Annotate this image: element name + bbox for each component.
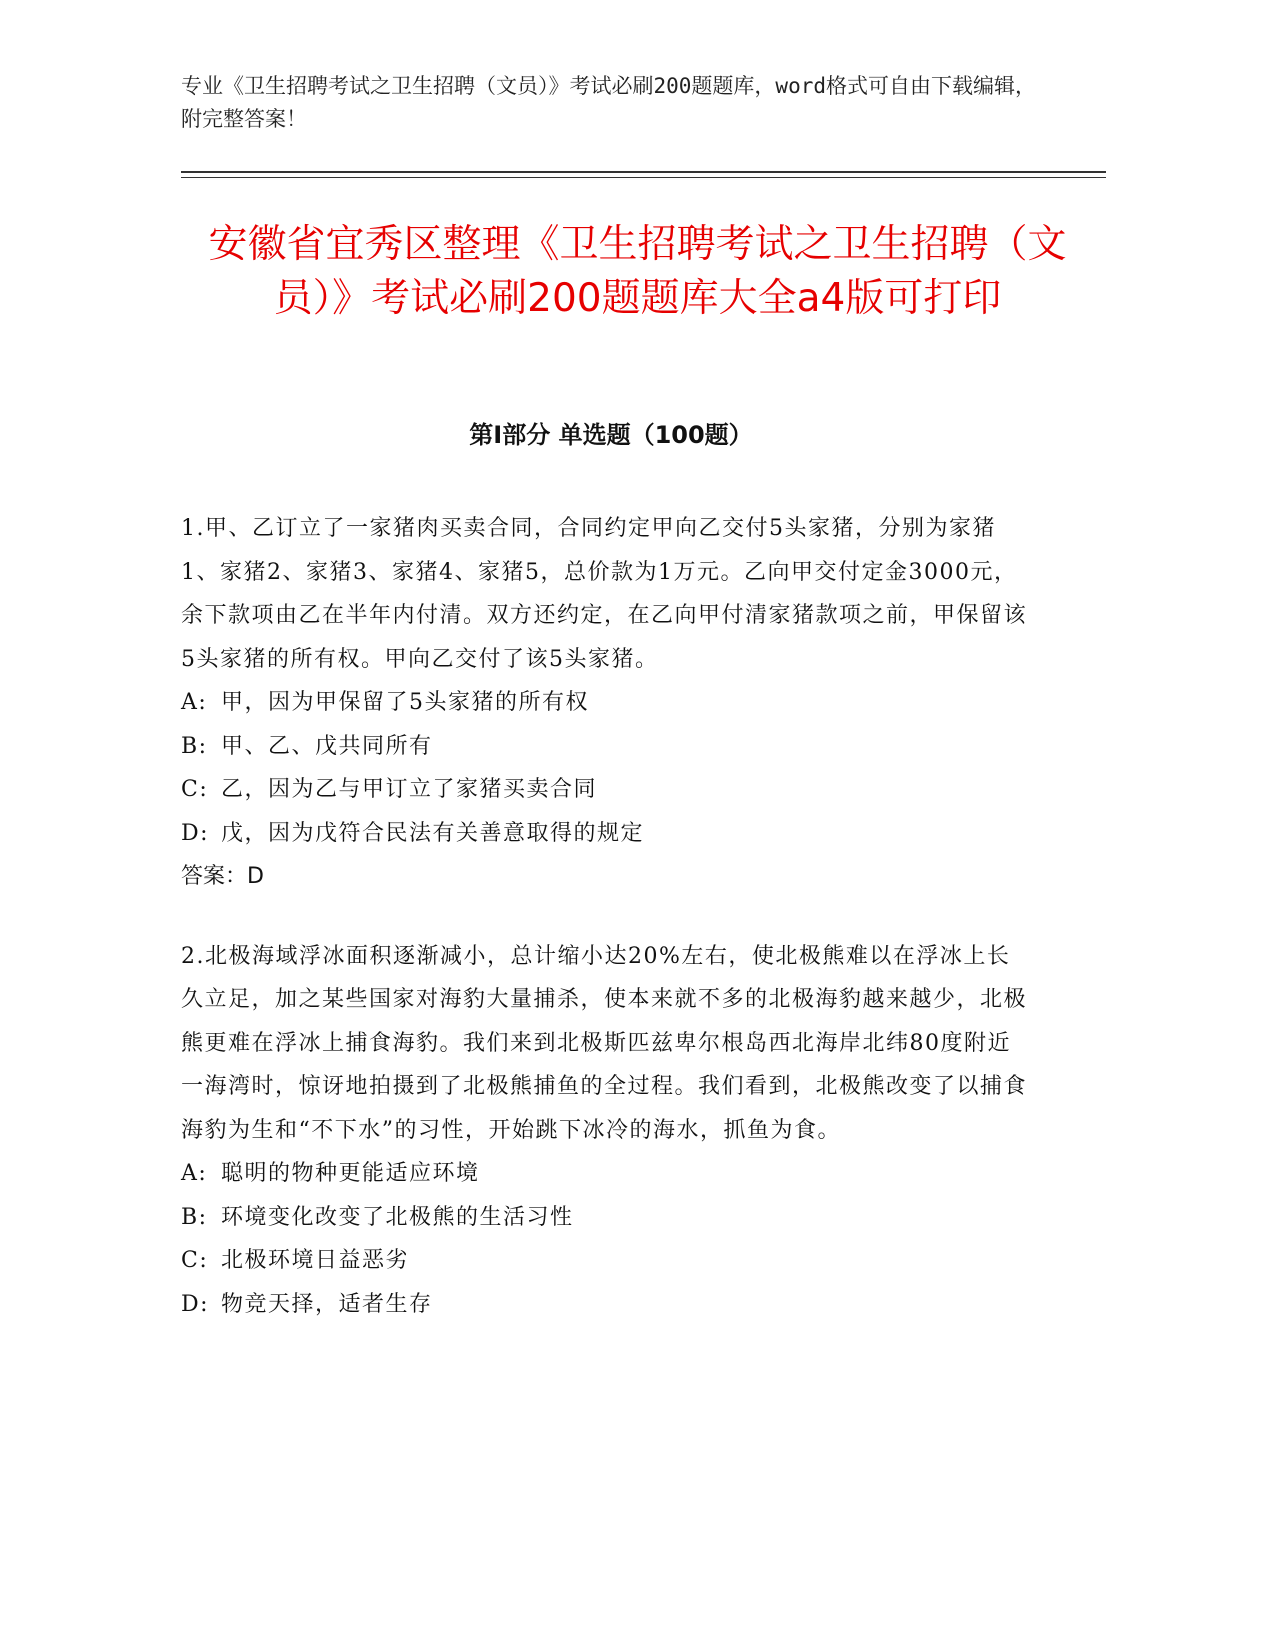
option-text: 聪明的物种更能适应环境	[221, 1161, 480, 1186]
option-text: 甲，因为甲保留了5头家猪的所有权	[221, 690, 589, 715]
question-answer: 答案：D	[181, 864, 264, 889]
option-letter: C:	[181, 1248, 209, 1273]
option-text: 北极环境日益恶劣	[221, 1248, 410, 1273]
section-heading: 第Ⅰ部分 单选题（100题）	[469, 421, 753, 449]
question-stem: 1.甲、乙订立了一家猪肉买卖合同，合同约定甲向乙交付5头家猪，分别为家猪1、家猪2、家猪3、家猪4、家猪5，总价款为1万元。乙向甲交付定金3000元，余下款项由乙在半年内付清。双方还约定，在乙向甲付清家猪款项之前，甲保留该5头家猪的所有权。甲向乙交付了该5头家猪。	[181, 516, 1028, 672]
option-letter: D:	[181, 1291, 210, 1317]
option-text: 甲、乙、戊共同所有	[221, 733, 433, 759]
question-stem: 2.北极海域浮冰面积逐渐减小，总计缩小达20%左右，使北极熊难以在浮冰上长久立足，加之某些国家对海豹大量捕杀，使本来就不多的北极海豹越来越少，北极熊更难在浮冰上捕食海豹。我们来到北极斯匹兹卑尔根岛西北海岸北纬80度附近一海湾时，惊讶地拍摄到了北极熊捕鱼的全过程。我们看到，北极熊改变了以捕食海豹为生和“不下水”的习性，开始跳下冰冷的海水，抓鱼为食。	[181, 943, 1028, 1143]
header-divider-thick	[181, 171, 1106, 173]
option-letter: B:	[181, 733, 208, 759]
option-text: 戊，因为戊符合民法有关善意取得的规定	[221, 820, 645, 846]
header-note: 专业《卫生招聘考试之卫生招聘（文员）》考试必刷200题题库，word格式可自由下载编辑，附完整答案！	[181, 74, 1036, 131]
option-c	[181, 1239, 1031, 1283]
question-2	[181, 935, 1031, 1327]
option-b	[181, 725, 1031, 769]
option-letter: B:	[181, 1204, 208, 1230]
option-text: 物竞天择，适者生存	[221, 1291, 433, 1317]
option-a	[181, 681, 1031, 725]
option-d	[181, 812, 1031, 856]
option-list	[181, 681, 1031, 855]
option-d	[181, 1283, 1031, 1327]
option-b	[181, 1196, 1031, 1240]
option-c	[181, 768, 1031, 812]
question-1	[181, 507, 1031, 899]
option-letter: A:	[181, 1161, 208, 1186]
option-text: 环境变化改变了北极熊的生活习性	[221, 1204, 574, 1230]
option-letter: A:	[181, 690, 208, 715]
document-title: 安徽省宜秀区整理《卫生招聘考试之卫生招聘（文员）》考试必刷200题题库大全a4版可打印	[208, 222, 1067, 321]
option-letter: C:	[181, 777, 209, 802]
option-list	[181, 1152, 1031, 1326]
question-list	[181, 507, 1031, 1350]
option-letter: D:	[181, 820, 210, 846]
option-text: 乙，因为乙与甲订立了家猪买卖合同	[221, 777, 598, 802]
header-divider-thin	[181, 177, 1106, 178]
option-a	[181, 1152, 1031, 1196]
